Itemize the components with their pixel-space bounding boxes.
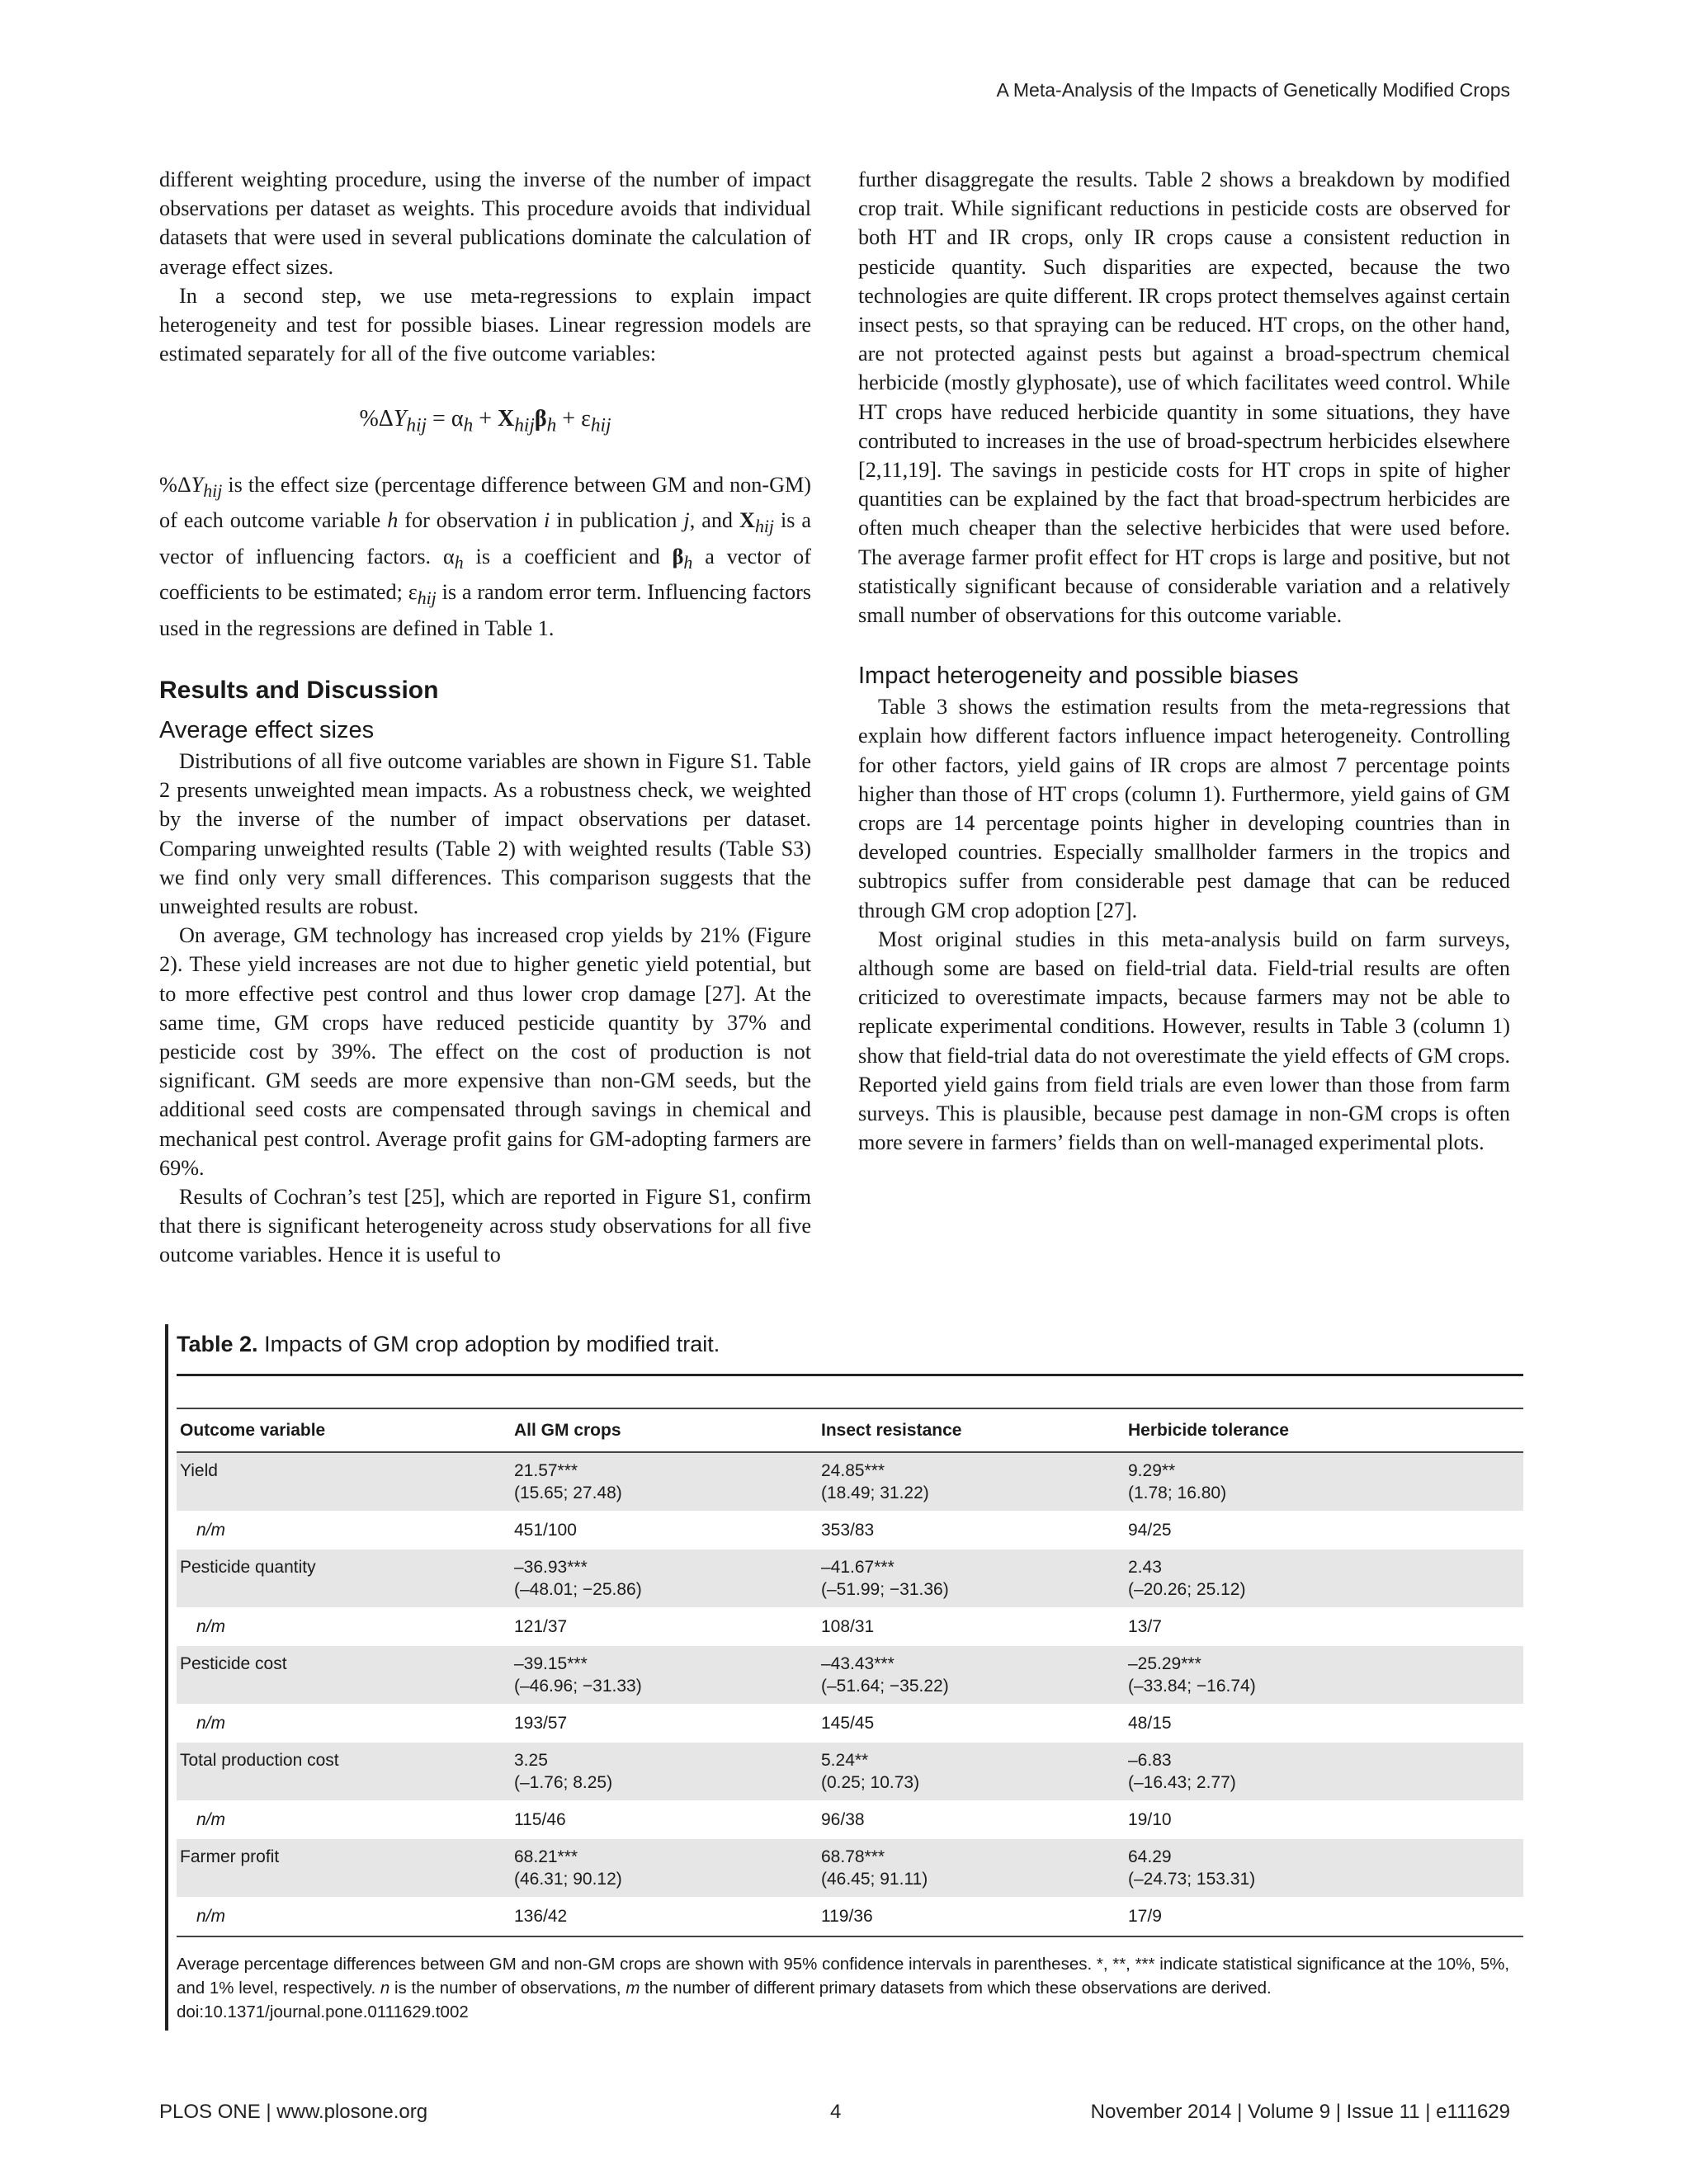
cell-value: 48/15 xyxy=(1128,1714,1172,1733)
cell-value: 353/83 xyxy=(821,1521,875,1540)
table-row-outcome xyxy=(177,1743,1523,1800)
cell-value: 19/10 xyxy=(1128,1810,1172,1829)
row-label-nm: n/m xyxy=(196,1521,226,1540)
table-header-row xyxy=(177,1408,1523,1452)
cell-value: 121/37 xyxy=(514,1617,568,1636)
table-row-outcome xyxy=(177,1550,1523,1607)
cell-value: –39.15*** xyxy=(514,1654,588,1673)
table-row-nm xyxy=(177,1704,1523,1743)
table-row-nm xyxy=(177,1800,1523,1839)
left-para-4: Distributions of all five outcome variables are shown in Figure S1. Table 2 presents unweighted mean impacts. As a robustness check, we weighted by the inverse of the number of impact observations per dataset. Comparing unweighted results (Table 2) with weighted results (Table S3) we find only very small differences. This comparison suggests that the unweighted results are robust. xyxy=(159,748,811,918)
cell-confidence-interval: (46.45; 91.11) xyxy=(821,1870,928,1889)
table-cell xyxy=(818,1646,1125,1704)
table-cell xyxy=(1125,1550,1523,1607)
cell-confidence-interval: (–46.96; −31.33) xyxy=(514,1677,642,1696)
cell-value: 108/31 xyxy=(821,1617,875,1636)
table-cell xyxy=(511,1800,818,1839)
table-cell xyxy=(1125,1839,1523,1897)
table-cell xyxy=(1125,1800,1523,1839)
table-cell xyxy=(818,1511,1125,1550)
left-para-5: On average, GM technology has increased crop yields by 21% (Figure 2). These yield increases are not due to higher genetic yield potential, but to more effective pest control and thus lower crop damage [27]. At the same time, GM crops have reduced pesticide quantity by 37% and pesticide cost by 39%. The effect on the cost of production is not significant. GM seeds are more expensive than non-GM seeds, but the additional seed costs are compensated through savings in chemical and mechanical pest control. Average profit gains for GM-adopting farmers are 69%. xyxy=(159,923,811,1180)
row-label-nm: n/m xyxy=(196,1714,226,1733)
left-para-3: $\%\Delta Y_{hij}$ is the effect size (percentage difference between GM and non-GM) of each outcome variable h for observation i in publication j, and $X_{hij}$ is a vector of influencing factors. $\alpha_h$ is a coefficient and $\beta_h$ a vector of coefficients to be estimated; $\varepsilon_{hij}$ is a random error term. Influencing factors used in the regressions are defined in Table 1. xyxy=(159,473,812,640)
table-cell xyxy=(818,1743,1125,1800)
cell-value: 68.78*** xyxy=(821,1847,885,1866)
cell-confidence-interval: (1.78; 16.80) xyxy=(1128,1484,1227,1502)
table-cell xyxy=(511,1743,818,1800)
row-label-nm: n/m xyxy=(177,1897,511,1936)
table-cell xyxy=(1125,1607,1523,1646)
table-cell xyxy=(511,1646,818,1704)
table-cell xyxy=(1125,1452,1523,1511)
cell-confidence-interval: (15.65; 27.48) xyxy=(514,1484,622,1502)
row-label: Total production cost xyxy=(177,1743,511,1800)
table-cell xyxy=(1125,1897,1523,1936)
left-column xyxy=(159,165,811,1270)
row-label: Pesticide cost xyxy=(177,1646,511,1704)
row-label-nm: n/m xyxy=(196,1617,226,1636)
cell-value: 145/45 xyxy=(821,1714,875,1733)
table-cell xyxy=(1125,1743,1523,1800)
footer-issue-info: November 2014 | Volume 9 | Issue 11 | e111629 xyxy=(1090,2101,1510,2123)
cell-value: –43.43*** xyxy=(821,1654,895,1673)
section-heading: Results and Discussion xyxy=(159,676,439,704)
table-cell xyxy=(818,1704,1125,1743)
table-row-nm xyxy=(177,1897,1523,1936)
cell-confidence-interval: (–24.73; 153.31) xyxy=(1128,1870,1256,1889)
cell-confidence-interval: (46.31; 90.12) xyxy=(514,1870,622,1889)
cell-confidence-interval: (–1.76; 8.25) xyxy=(514,1773,613,1792)
table-cell xyxy=(511,1897,818,1936)
cell-value: –25.29*** xyxy=(1128,1654,1201,1673)
cell-value: 119/36 xyxy=(821,1907,873,1926)
cell-value: 64.29 xyxy=(1128,1847,1172,1866)
table-2 xyxy=(165,1324,1523,2031)
cell-value: 2.43 xyxy=(1128,1558,1162,1577)
cell-value: 96/38 xyxy=(821,1810,865,1829)
cell-confidence-interval: (–51.64; −35.22) xyxy=(821,1677,949,1696)
subheading-average-effect-sizes: Average effect sizes xyxy=(159,716,375,743)
cell-confidence-interval: (0.25; 10.73) xyxy=(821,1773,920,1792)
table-cell xyxy=(818,1897,1125,1936)
table-cell xyxy=(818,1839,1125,1897)
cell-value: 193/57 xyxy=(514,1714,568,1733)
cell-value: 94/25 xyxy=(1128,1521,1172,1540)
table-cell xyxy=(511,1839,818,1897)
table-row-nm xyxy=(177,1511,1523,1550)
header-outcome-variable: Outcome variable xyxy=(177,1408,511,1452)
table-row-nm xyxy=(177,1607,1523,1646)
right-column xyxy=(858,165,1510,1158)
cell-confidence-interval: (–20.26; 25.12) xyxy=(1128,1580,1246,1599)
table-row-outcome xyxy=(177,1452,1523,1511)
cell-confidence-interval: (–48.01; −25.86) xyxy=(514,1580,642,1599)
header-herbicide-tolerance: Herbicide tolerance xyxy=(1125,1408,1523,1452)
left-para-6: Results of Cochran’s test [25], which are reported in Figure S1, confirm that there is significant heterogeneity across study observations for all five outcome variables. Hence it is useful to xyxy=(159,1185,811,1267)
impacts-table xyxy=(177,1408,1523,1937)
cell-value: 21.57*** xyxy=(514,1461,578,1480)
row-label: Yield xyxy=(177,1452,511,1511)
table-cell xyxy=(1125,1704,1523,1743)
table-cell xyxy=(511,1511,818,1550)
table-label: Table 2. xyxy=(177,1332,258,1356)
cell-value: 3.25 xyxy=(514,1751,548,1770)
table-cell xyxy=(818,1607,1125,1646)
running-head: A Meta-Analysis of the Impacts of Genetically Modified Crops xyxy=(996,79,1510,101)
row-label-nm: n/m xyxy=(196,1810,226,1829)
row-label: Farmer profit xyxy=(177,1839,511,1897)
table-title: Impacts of GM crop adoption by modified trait. xyxy=(264,1332,720,1356)
left-para-1: different weighting procedure, using the inverse of the number of impact observations per dataset as weights. This procedure avoids that individual datasets that were used in several publications dominate the calculation of average effect sizes. xyxy=(159,167,811,279)
cell-value: –36.93*** xyxy=(514,1558,588,1577)
cell-value: 115/46 xyxy=(514,1810,566,1829)
cell-value: 68.21*** xyxy=(514,1847,578,1866)
table-body xyxy=(177,1452,1523,1936)
cell-value: 451/100 xyxy=(514,1521,577,1540)
right-para-1: further disaggregate the results. Table 2 shows a breakdown by modified crop trait. While significant reductions in pesticide costs are observed for both HT and IR crops, only IR crops cause a consistent reduction in pesticide quantity. Such disparities are expected, because the two technologies are quite different. IR crops protect themselves against certain insect pests, so that spraying can be reduced. HT crops, on the other hand, are not protected against pests but against a broad-spectrum chemical herbicide (mostly glyphosate), use of which facilitates weed control. While HT crops have reduced herbicide quantity in some situations, they have contributed to increases in the use of broad-spectrum herbicides elsewhere [2,11,19]. The savings in pesticide costs for HT crops in spite of higher quantities can be explained by the fact that broad-spectrum herbicides are often much cheaper than the selective herbicides that were used before. The average farmer profit effect for HT crops is large and positive, but not statistically significant because of considerable variation and a relatively small number of observations for this outcome variable. xyxy=(858,167,1510,628)
table-cell xyxy=(511,1607,818,1646)
table-doi: doi:10.1371/journal.pone.0111629.t002 xyxy=(177,2002,469,2021)
table-row-outcome xyxy=(177,1646,1523,1704)
table-row-outcome xyxy=(177,1839,1523,1897)
table-cell xyxy=(1125,1646,1523,1704)
cell-value: 136/42 xyxy=(514,1907,568,1926)
right-para-3: Most original studies in this meta-analysis build on farm surveys, although some are based on field-trial data. Field-trial results are often criticized to overestimate impacts, because farmers may not be able to replicate experimental conditions. However, results in Table 3 (column 1) show that field-trial data do not overestimate the yield effects of GM crops. Reported yield gains from field trials are even lower than those from farm surveys. This is plausible, because pest damage in non-GM crops is often more severe in farmers’ fields than on well-managed experimental plots. xyxy=(858,927,1510,1155)
table-notes: Average percentage differences between GM and non-GM crops are shown with 95% confidence intervals in parentheses. *, **, *** indicate statistical significance at the 10%, 5%, and 1% level, respectively. n is the number of observations, m the number of different primary datasets from which these observations are derived. doi:10.1371/journal.pone.0111629.t002 xyxy=(177,1955,1510,2021)
right-para-2: Table 3 shows the estimation results from the meta-regressions that explain how different factors influence impact heterogeneity. Controlling for other factors, yield gains of IR crops are almost 7 percentage points higher than those of HT crops (column 1). Furthermore, yield gains of GM crops are 14 percentage points higher in developing countries than in developed countries. Especially smallholder farmers in the tropics and subtropics suffer from considerable pest damage that can be reduced through GM crop adoption [27]. xyxy=(858,695,1510,922)
table-cell xyxy=(511,1704,818,1743)
table-cell xyxy=(818,1452,1125,1511)
table-cell xyxy=(818,1550,1125,1607)
table-cell xyxy=(1125,1511,1523,1550)
cell-confidence-interval: (–51.99; −31.36) xyxy=(821,1580,949,1599)
table-caption xyxy=(177,1324,1523,1376)
subheading-impact-heterogeneity: Impact heterogeneity and possible biases xyxy=(858,663,1299,690)
cell-value: 13/7 xyxy=(1128,1617,1162,1636)
cell-value: –6.83 xyxy=(1128,1751,1172,1770)
regression-equation: $\%\Delta Y_{hij} = \alpha_h + X_{hij}\beta_h + \varepsilon_{hij}$ xyxy=(359,406,611,437)
cell-value: –41.67*** xyxy=(821,1558,895,1577)
table-cell xyxy=(818,1800,1125,1839)
header-insect-resistance: Insect resistance xyxy=(818,1408,1125,1452)
header-all-gm-crops: All GM crops xyxy=(511,1408,818,1452)
cell-value: 9.29** xyxy=(1128,1461,1176,1480)
cell-value: 5.24** xyxy=(821,1751,869,1770)
cell-confidence-interval: (–16.43; 2.77) xyxy=(1128,1773,1236,1792)
footer-journal: PLOS ONE | www.plosone.org xyxy=(159,2101,428,2123)
cell-confidence-interval: (–33.84; −16.74) xyxy=(1128,1677,1256,1696)
cell-confidence-interval: (18.49; 31.22) xyxy=(821,1484,929,1502)
cell-value: 24.85*** xyxy=(821,1461,885,1480)
footer-page-number: 4 xyxy=(830,2101,842,2123)
cell-value: 17/9 xyxy=(1128,1907,1162,1926)
left-para-2: In a second step, we use meta-regressions to explain impact heterogeneity and test for possible biases. Linear regression models are estimated separately for all of the five outcome variables: xyxy=(159,283,811,366)
row-label: Pesticide quantity xyxy=(177,1550,511,1607)
table-cell xyxy=(511,1452,818,1511)
table-cell xyxy=(511,1550,818,1607)
